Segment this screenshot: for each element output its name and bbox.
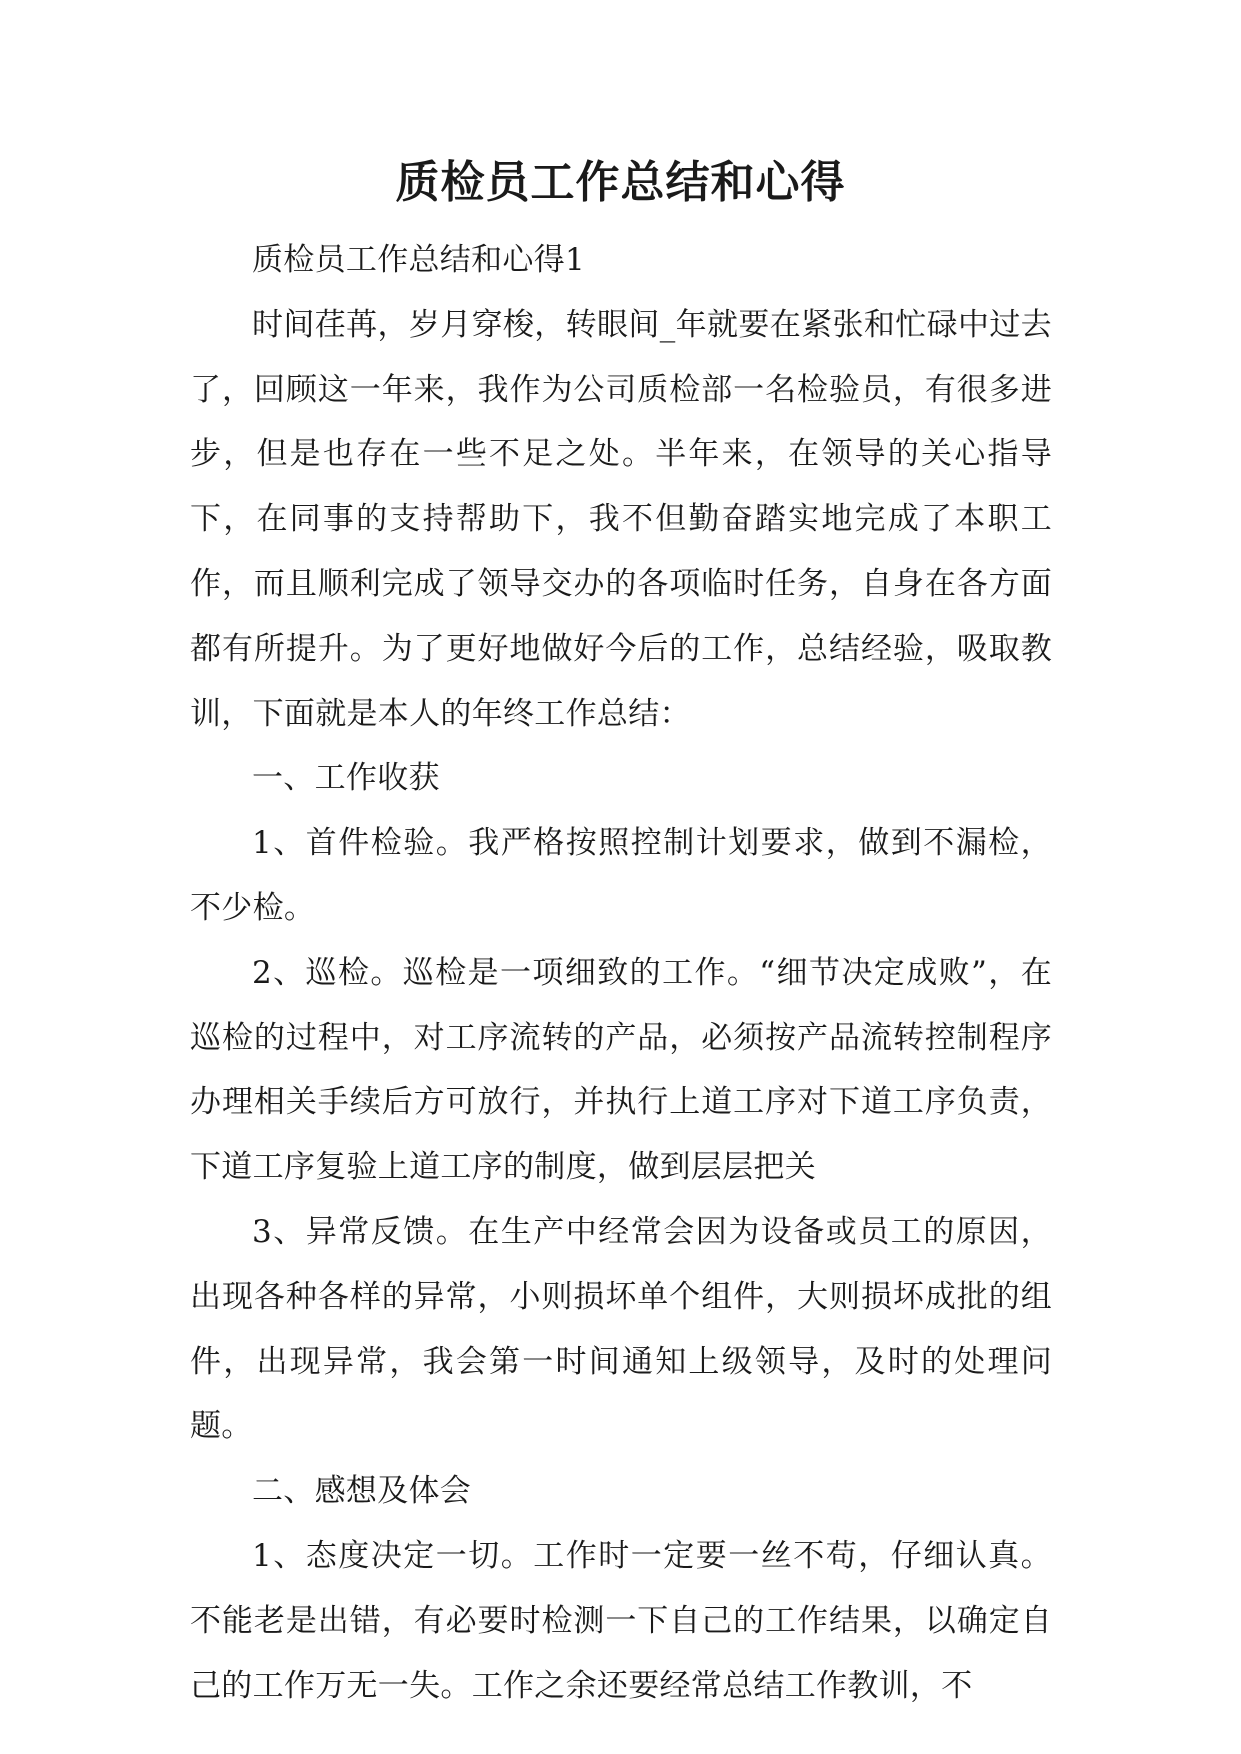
paragraph-exception-feedback: 3、异常反馈。在生产中经常会因为设备或员工的原因，出现各种各样的异常，小则损坏单个组件，大则损坏成批的组件，出现异常，我会第一时间通知上级领导，及时的处理问题。 (190, 1213, 1052, 1445)
document-body (190, 228, 1052, 1718)
section-heading-gains: 一、工作收获 (252, 760, 440, 797)
paragraph-first-inspection: 1、首件检验。我严格按照控制计划要求，做到不漏检，不少检。 (190, 825, 1052, 926)
paragraph-subtitle: 质检员工作总结和心得1 (252, 242, 586, 278)
paragraph-intro: 时间荏苒，岁月穿梭，转眼间_年就要在紧张和忙碌中过去了，回顾这一年来，我作为公司质检部一名检验员，有很多进步，但是也存在一些不足之处。半年来，在领导的关心指导下，在同事的支持帮助下，我不但勤奋踏实地完成了本职工作，而且顺利完成了领导交办的各项临时任务，自身在各方面都有所提升。为了更好地做好今后的工作，总结经验，吸取教训，下面就是本人的年终工作总结： (190, 306, 1052, 732)
paragraph-patrol-inspection: 2、巡检。巡检是一项细致的工作。“细节决定成败”，在巡检的过程中，对工序流转的产品，必须按产品流转控制程序办理相关手续后方可放行，并执行上道工序对下道工序负责，下道工序复验上道工序的制度，做到层层把关 (190, 954, 1052, 1186)
paragraph-attitude: 1、态度决定一切。工作时一定要一丝不苟，仔细认真。不能老是出错，有必要时检测一下自己的工作结果，以确定自己的工作万无一失。工作之余还要经常总结工作教训，不 (190, 1537, 1052, 1704)
document-title: 质检员工作总结和心得 (395, 157, 846, 208)
section-heading-reflections: 二、感想及体会 (252, 1473, 472, 1510)
